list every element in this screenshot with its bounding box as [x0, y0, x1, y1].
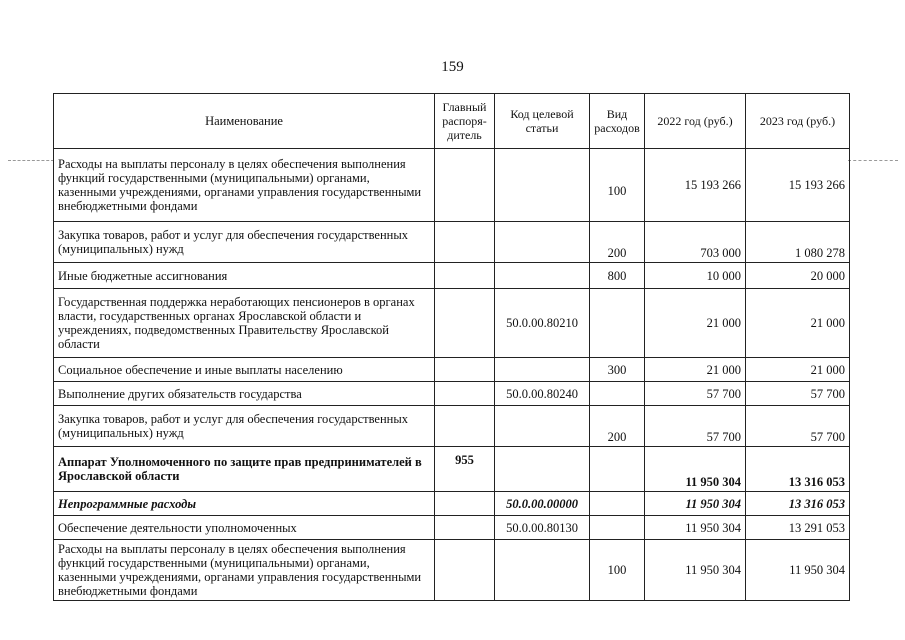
scan-artifact-line-left	[8, 160, 54, 161]
header-expense-type: Вид расходов	[590, 94, 645, 149]
cell-year-2022: 703 000	[645, 222, 746, 263]
cell-target-code	[495, 406, 590, 447]
cell-year-2022: 57 700	[645, 406, 746, 447]
cell-main-manager	[435, 222, 495, 263]
cell-year-2023: 57 700	[746, 382, 850, 406]
table-row	[54, 263, 850, 289]
table-row	[54, 149, 850, 222]
cell-name: Обеспечение деятельности уполномоченных	[54, 516, 435, 540]
cell-main-manager	[435, 382, 495, 406]
cell-name: Социальное обеспечение и иные выплаты населению	[54, 358, 435, 382]
cell-year-2023: 21 000	[746, 289, 850, 358]
cell-year-2023: 13 316 053	[746, 447, 850, 492]
scan-artifact-line-right	[848, 160, 898, 161]
cell-name: Непрограммные расходы	[54, 492, 435, 516]
cell-main-manager	[435, 289, 495, 358]
cell-expense-type	[590, 516, 645, 540]
cell-name: Выполнение других обязательств государства	[54, 382, 435, 406]
cell-target-code	[495, 263, 590, 289]
cell-expense-type	[590, 289, 645, 358]
cell-target-code	[495, 447, 590, 492]
cell-year-2023: 21 000	[746, 358, 850, 382]
table-row	[54, 222, 850, 263]
cell-year-2022: 21 000	[645, 289, 746, 358]
cell-target-code: 50.0.00.80210	[495, 289, 590, 358]
table-row	[54, 492, 850, 516]
table-row	[54, 540, 850, 601]
cell-target-code: 50.0.00.00000	[495, 492, 590, 516]
cell-target-code	[495, 149, 590, 222]
cell-main-manager	[435, 358, 495, 382]
header-target-code: Код целевой статьи	[495, 94, 590, 149]
cell-year-2023: 20 000	[746, 263, 850, 289]
cell-year-2023: 13 291 053	[746, 516, 850, 540]
table-row	[54, 289, 850, 358]
cell-expense-type	[590, 447, 645, 492]
cell-year-2023: 15 193 266	[746, 149, 850, 222]
cell-expense-type: 200	[590, 406, 645, 447]
cell-year-2023: 11 950 304	[746, 540, 850, 601]
cell-main-manager	[435, 516, 495, 540]
cell-name: Закупка товаров, работ и услуг для обеспечения государственных (муниципальных) нужд	[54, 222, 435, 263]
cell-name: Государственная поддержка неработающих пенсионеров в органах власти, государственных органах Ярославской области и учреждениях, подведомственных Правительству Ярославской области	[54, 289, 435, 358]
table-row	[54, 358, 850, 382]
cell-target-code: 50.0.00.80240	[495, 382, 590, 406]
cell-target-code	[495, 358, 590, 382]
cell-expense-type: 100	[590, 540, 645, 601]
cell-main-manager: 955	[435, 447, 495, 492]
header-main-manager: Главный распоря-дитель	[435, 94, 495, 149]
cell-expense-type: 800	[590, 263, 645, 289]
cell-expense-type: 200	[590, 222, 645, 263]
cell-expense-type: 100	[590, 149, 645, 222]
cell-year-2022: 10 000	[645, 263, 746, 289]
cell-year-2022: 11 950 304	[645, 492, 746, 516]
cell-main-manager	[435, 406, 495, 447]
cell-year-2022: 11 950 304	[645, 540, 746, 601]
header-year-2022: 2022 год (руб.)	[645, 94, 746, 149]
cell-main-manager	[435, 263, 495, 289]
cell-year-2022: 11 950 304	[645, 447, 746, 492]
cell-main-manager	[435, 149, 495, 222]
table-row	[54, 516, 850, 540]
cell-year-2022: 11 950 304	[645, 516, 746, 540]
cell-expense-type: 300	[590, 358, 645, 382]
table-row	[54, 447, 850, 492]
cell-target-code: 50.0.00.80130	[495, 516, 590, 540]
page-number: 159	[441, 59, 464, 75]
cell-name: Расходы на выплаты персоналу в целях обеспечения выполнения функций государственными (муниципальными) органами, казенными учреждениями, органами управления государственными внебюджетными фондами	[54, 149, 435, 222]
table-row	[54, 406, 850, 447]
cell-name: Аппарат Уполномоченного по защите прав предпринимателей в Ярославской области	[54, 447, 435, 492]
cell-year-2023: 57 700	[746, 406, 850, 447]
cell-name: Иные бюджетные ассигнования	[54, 263, 435, 289]
cell-main-manager	[435, 492, 495, 516]
budget-table	[53, 93, 850, 601]
table-header-row	[54, 94, 850, 149]
table-row	[54, 382, 850, 406]
header-year-2023: 2023 год (руб.)	[746, 94, 850, 149]
cell-target-code	[495, 540, 590, 601]
cell-main-manager	[435, 540, 495, 601]
cell-expense-type	[590, 492, 645, 516]
cell-year-2023: 1 080 278	[746, 222, 850, 263]
header-name: Наименование	[54, 94, 435, 149]
cell-year-2022: 57 700	[645, 382, 746, 406]
cell-name: Расходы на выплаты персоналу в целях обеспечения выполнения функций государственными (муниципальными) органами, казенными учреждениями, органами управления государственными внебюджетными фондами	[54, 540, 435, 601]
cell-year-2022: 15 193 266	[645, 149, 746, 222]
table-body	[54, 149, 850, 601]
cell-year-2022: 21 000	[645, 358, 746, 382]
cell-year-2023: 13 316 053	[746, 492, 850, 516]
cell-target-code	[495, 222, 590, 263]
cell-name: Закупка товаров, работ и услуг для обеспечения государственных (муниципальных) нужд	[54, 406, 435, 447]
cell-expense-type	[590, 382, 645, 406]
